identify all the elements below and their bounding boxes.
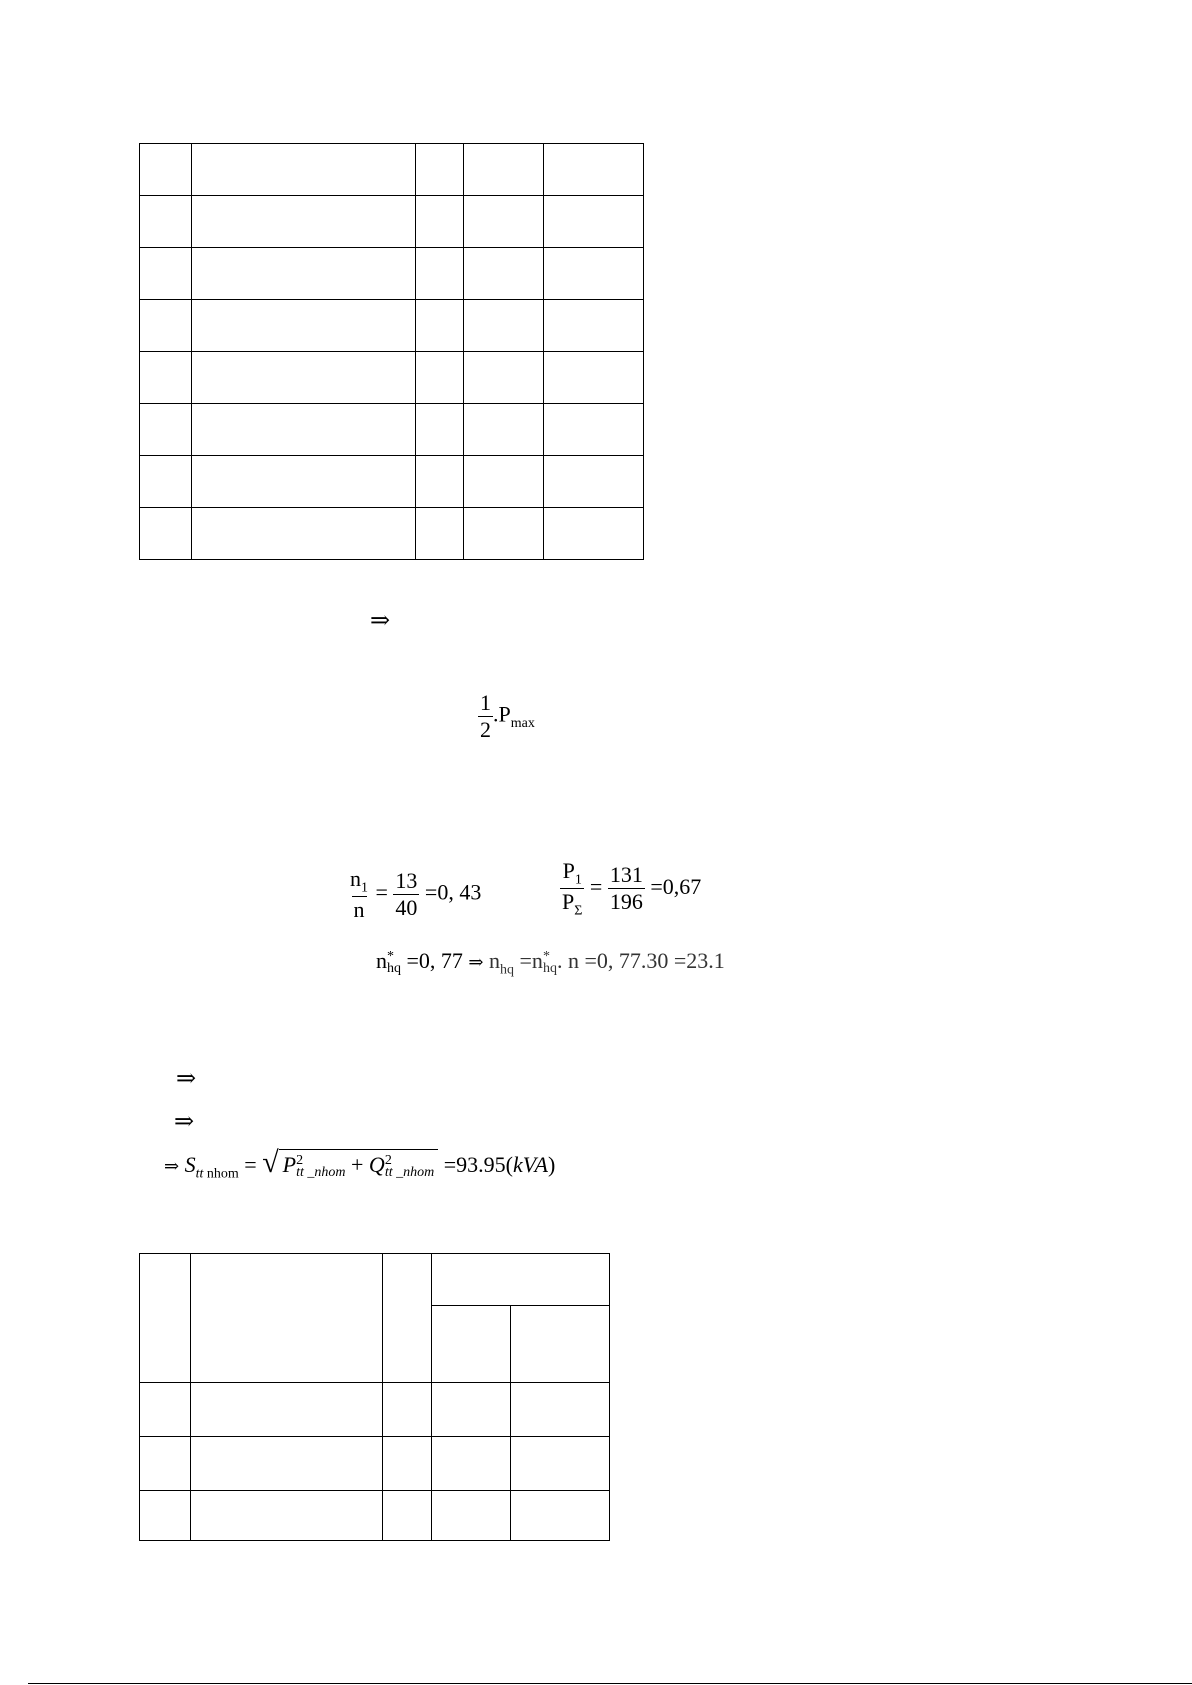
table-row — [140, 456, 644, 508]
table-row — [140, 1491, 610, 1541]
implies-arrow-3: ⇒ — [174, 1109, 195, 1135]
table-row — [140, 300, 644, 352]
formula-half-pmax: $\frac{1}{2}$ $.P_{max}$ — [480, 690, 535, 742]
table-row — [140, 1254, 610, 1306]
implies-arrow-2: ⇒ — [176, 1066, 197, 1092]
formula-ratio-p: $\frac{P_1}{P_\Sigma}$ = $\frac{131}{196}$ =0,67 — [562, 858, 702, 919]
fraction-one-half: $\frac{1}{2}$ — [480, 690, 491, 742]
sqrt-radicand: P 2 tt _nhom + Q 2 tt _nhom — [279, 1149, 439, 1179]
table-row — [140, 1437, 610, 1491]
table-row — [140, 144, 644, 196]
table-row — [140, 196, 644, 248]
table-row — [140, 352, 644, 404]
formula-sttnhom: ⇒ $S_{tt nhom}$ = √ P 2 tt _nhom + Q 2 tt _nhom =93.95(kVA) — [164, 1146, 556, 1182]
formula-ratio-n: $\frac{n_1}{n}$ = $\frac{13}{40}$ =0, 43 — [350, 866, 482, 923]
table-2 — [139, 1253, 610, 1541]
table-row — [140, 508, 644, 560]
table-row — [140, 248, 644, 300]
formula-nhq: n * hq =0, 77 ⇒ $n_{hq} =n$ * hq . n =0, 77.30 =23.1 — [376, 948, 725, 978]
table-1 — [139, 143, 644, 560]
page-bottom-rule — [28, 1683, 1192, 1684]
sqrt-sign: √ — [262, 1146, 279, 1179]
table-row — [140, 404, 644, 456]
table-row — [140, 1383, 610, 1437]
implies-arrow-1: ⇒ — [370, 608, 391, 634]
